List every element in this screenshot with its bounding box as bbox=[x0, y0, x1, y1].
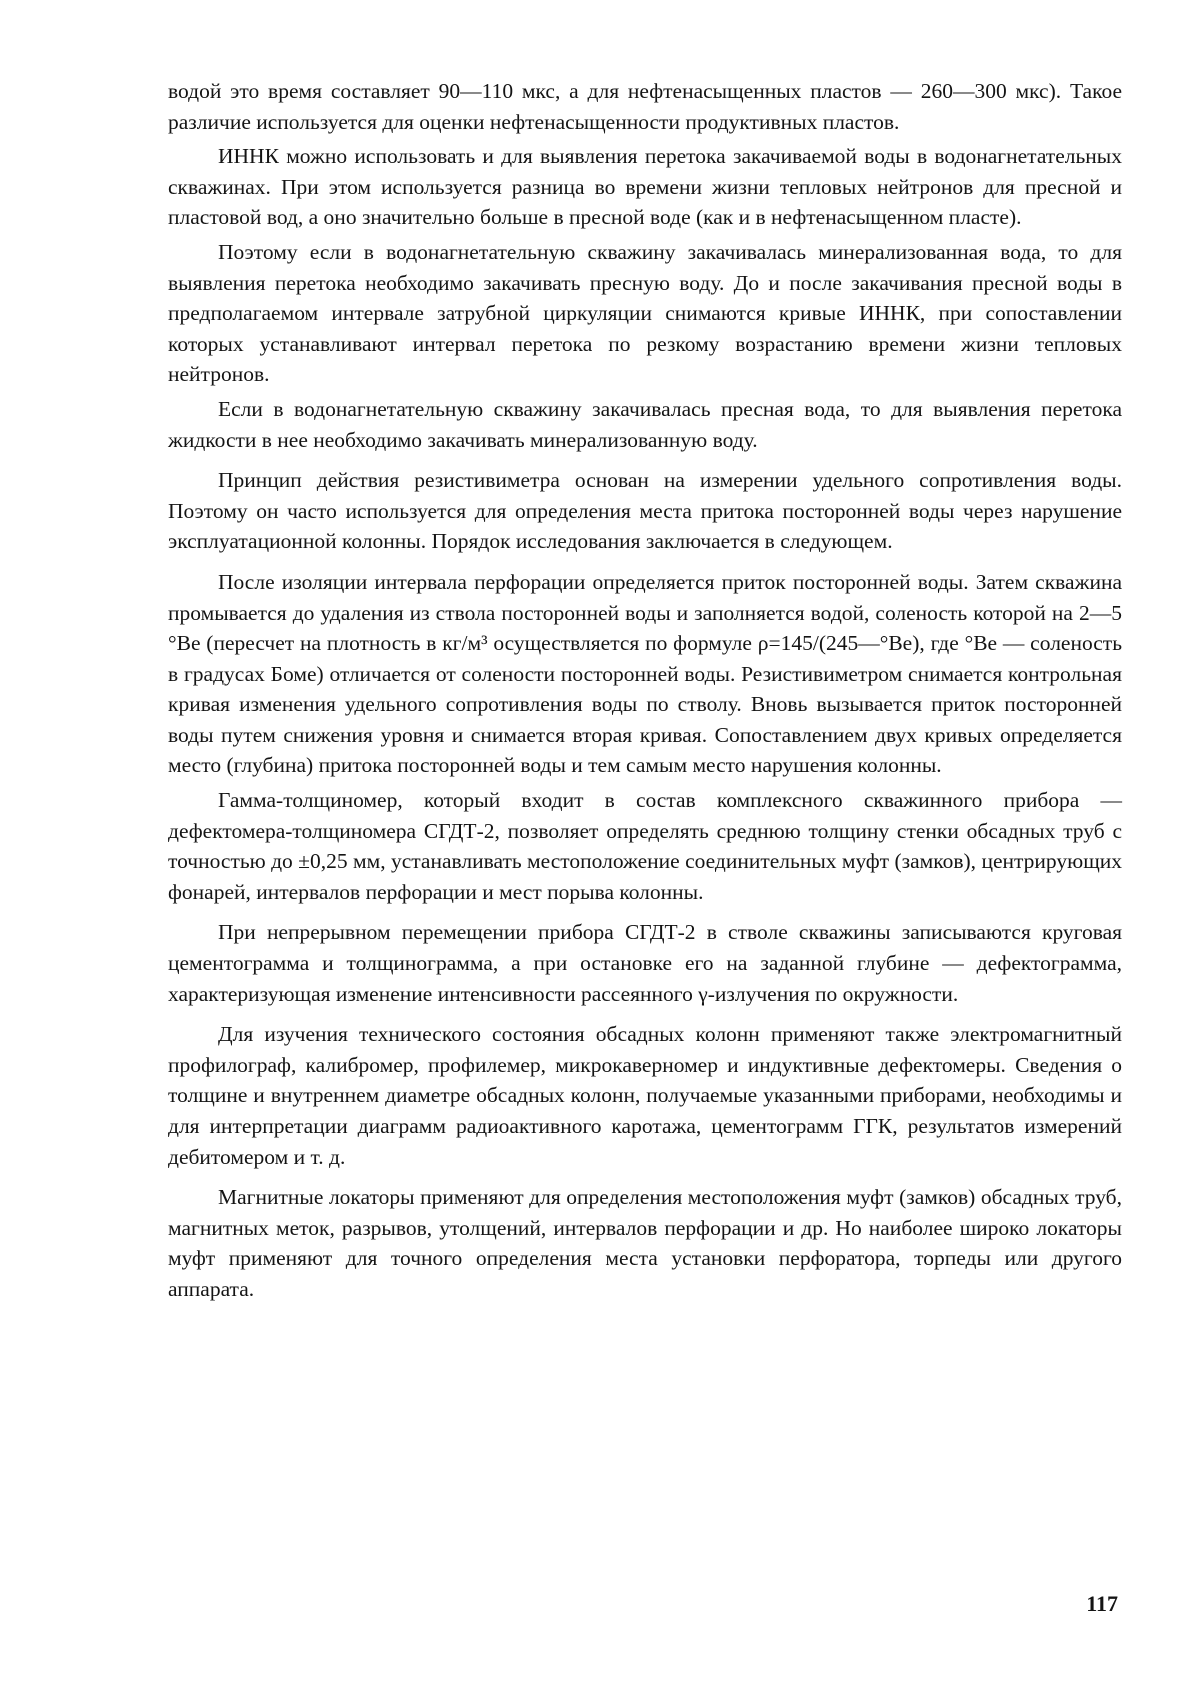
paragraph-5: Принцип действия резистивиметра основан на измерении удельного сопротивления воды. Поэтому он часто используется для определения места притока посторонней воды через нарушение эксплуатационной колонны. Порядок исследования заключается в следующем. bbox=[168, 468, 1122, 554]
paragraph-8: При непрерывном перемещении прибора СГДТ-2 в стволе скважины записываются круговая цементограмма и толщинограмма, а при остановке его на заданной глубине — дефектограмма, характеризующая изменение интенсивности рассеянного γ-излучения по окружности. bbox=[168, 920, 1122, 1006]
paragraph-10: Магнитные локаторы применяют для определения местоположения муфт (замков) обсадных труб, магнитных меток, разрывов, утолщений, интервалов перфорации и др. Но наиболее широко локаторы муфт применяют для точного определения места установки перфоратора, торпеды или другого аппарата. bbox=[168, 1185, 1122, 1301]
paragraph-9: Для изучения технического состояния обсадных колонн применяют также электромагнитный профилограф, калибромер, профилемер, микрокаверномер и индуктивные дефектомеры. Сведения о толщине и внутреннем диаметре обсадных колонн, получаемые указанными приборами, необходимы и для интерпретации диаграмм радиоактивного каротажа, цементограмм ГГК, результатов измерений дебитомером и т. д. bbox=[168, 1022, 1122, 1169]
page-body bbox=[168, 76, 1122, 1309]
paragraph-4: Если в водонагнетательную скважину закачивалась пресная вода, то для выявления перетока жидкости в нее необходимо закачивать минерализованную воду. bbox=[168, 396, 1122, 452]
paragraph-6: После изоляции интервала перфорации определяется приток посторонней воды. Затем скважина промывается до удаления из ствола посторонней воды и заполняется водой, соленость которой на 2—5 °Ве (пересчет на плотность в кг/м³ осуществляется по формуле ρ=145/(245—°Ве), где °Ве — соленость в градусах Боме) отличается от солености посторонней воды. Резистивиметром снимается контрольная кривая изменения удельного сопротивления воды по стволу. Вновь вызывается приток посторонней воды путем снижения уровня и снимается вторая кривая. Сопоставлением двух кривых определяется место (глубина) притока посторонней воды и тем самым место нарушения колонны. bbox=[168, 569, 1122, 778]
page-number: 117 bbox=[1086, 1591, 1118, 1616]
paragraph-3: Поэтому если в водонагнетательную скважину закачивалась минерализованная вода, то для выявления перетока необходимо закачивать пресную воду. До и после закачивания пресной воды в предполагаемом интервале затрубной циркуляции снимаются кривые ИННК, при сопоставлении которых устанавливают интервал перетока по резкому возрастанию времени жизни тепловых нейтронов. bbox=[168, 239, 1122, 387]
paragraph-2: ИННК можно использовать и для выявления перетока закачиваемой воды в водонагнетательных скважинах. При этом используется разница во времени жизни тепловых нейтронов для пресной и пластовой вод, а оно значительно больше в пресной воде (как и в нефтенасыщенном пласте). bbox=[168, 144, 1122, 230]
paragraph-1: водой это время составляет 90—110 мкс, а для нефтенасыщенных пластов — 260—300 мкс). Такое различие используется для оценки нефтенасыщенности продуктивных пластов. bbox=[168, 79, 1122, 134]
paragraph-7: Гамма-толщиномер, который входит в состав комплексного скважинного прибора — дефектомера-толщиномера СГДТ-2, позволяет определять среднюю толщину стенки обсадных труб с точностью до ±0,25 мм, устанавливать местоположение соединительных муфт (замков), центрирующих фонарей, интервалов перфорации и мест порыва колонны. bbox=[168, 788, 1122, 904]
